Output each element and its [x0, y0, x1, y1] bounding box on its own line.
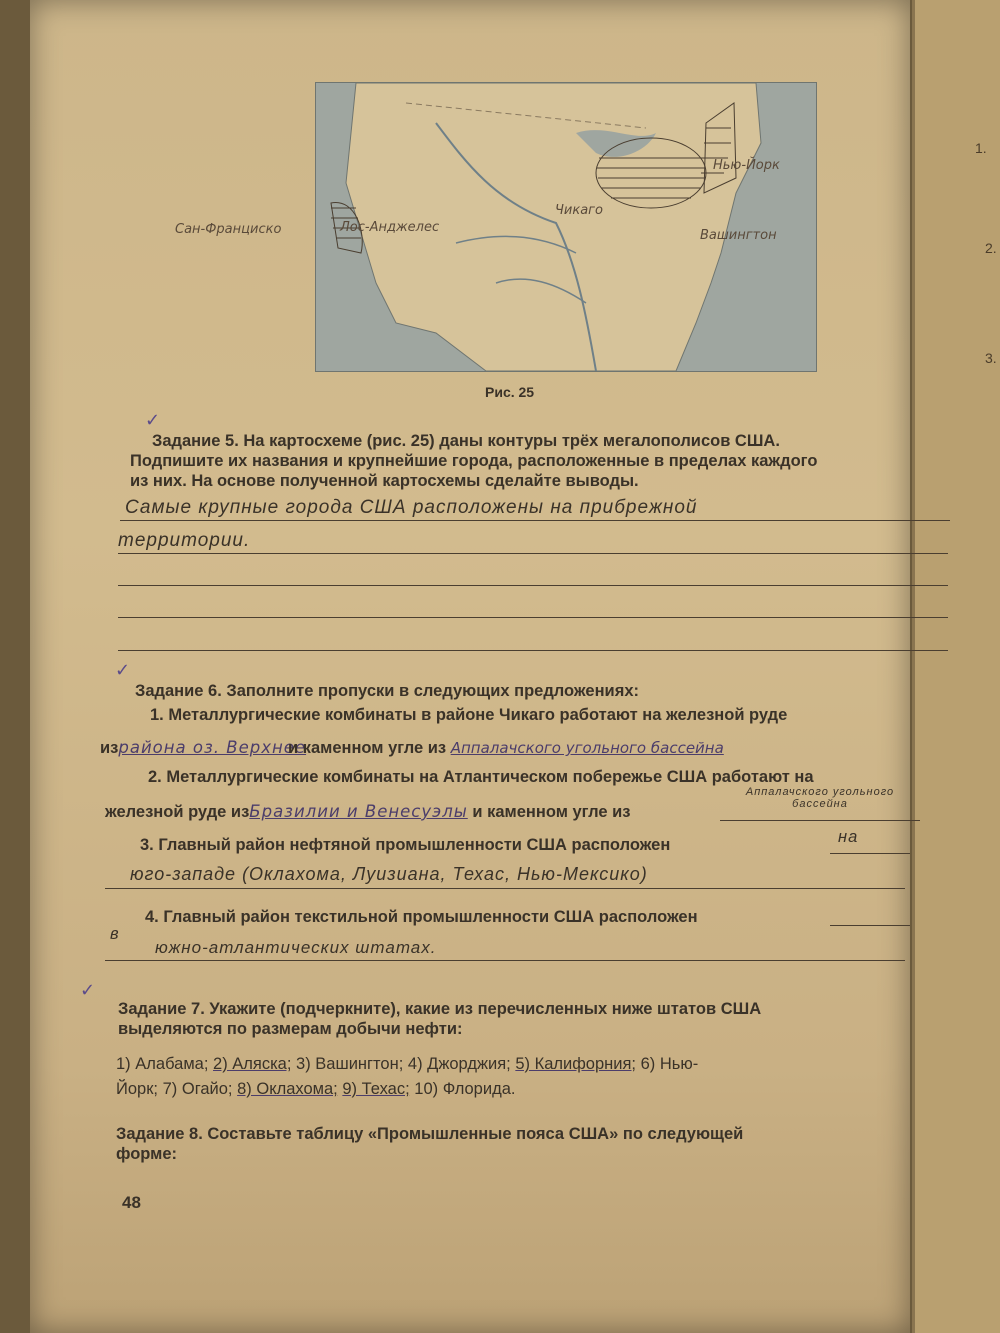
map-label-chicago: Чикаго	[555, 203, 603, 218]
task5-line2: Подпишите их названия и крупнейшие города, расположенные в пределах каждого	[130, 452, 818, 470]
task5-line1	[152, 432, 780, 451]
answer-line	[118, 650, 948, 651]
task5-answer-line1: Самые крупные города США расположены на прибрежной	[125, 497, 698, 518]
state-item: Йорк;	[116, 1080, 159, 1098]
adjacent-page	[912, 0, 1000, 1333]
task6-intro: Заполните пропуски в следующих предложениях:	[226, 682, 639, 700]
workbook-page	[30, 0, 910, 1333]
task6-item2-line1: 2. Металлургические комбинаты на Атлантическом побережье США работают на	[148, 768, 814, 786]
handwritten-answer: Бразилии и Венесуэлы	[249, 802, 468, 821]
state-item-underlined: 9) Техас;	[342, 1080, 410, 1098]
state-item-underlined: 2) Аляска;	[213, 1055, 292, 1073]
handwritten-answer: южно-атлантических штатах.	[155, 938, 437, 957]
task7-states-line2	[116, 1080, 515, 1099]
task6-heading	[135, 682, 639, 701]
text: Укажите (подчеркните), какие из перечисленных ниже штатов США	[209, 1000, 762, 1018]
figure-caption: Рис. 25	[485, 384, 535, 400]
answer-line	[118, 617, 948, 618]
state-item: 7) Огайо;	[162, 1080, 233, 1098]
right-page-mark: 1.	[975, 140, 987, 156]
task6-item2-line2	[105, 802, 631, 822]
text: Составьте таблицу «Промышленные пояса США» по следующей	[207, 1125, 744, 1143]
task5-answer-line2: территории.	[118, 530, 251, 551]
text: из	[100, 739, 119, 757]
handwritten-answer: в	[110, 925, 120, 943]
page-number: 48	[122, 1193, 141, 1212]
answer-line	[118, 585, 948, 586]
task7-line2: выделяются по размерам добычи нефти:	[118, 1020, 463, 1038]
task7-title: Задание 7.	[118, 1000, 205, 1018]
answer-line	[105, 888, 905, 889]
handwritten-answer: на	[838, 828, 859, 846]
check-mark: ✓	[80, 980, 96, 1001]
task7-states-line1	[116, 1055, 698, 1074]
handwritten-answer: района оз. Верхнее	[118, 738, 307, 757]
task6-item4-line1: 4. Главный район текстильной промышленности США расположен	[145, 908, 698, 926]
state-item: 1) Алабама;	[116, 1055, 209, 1073]
task6-title: Задание 6.	[135, 682, 222, 700]
state-item: 10) Флорида.	[414, 1080, 516, 1098]
right-page-mark: 3.	[985, 350, 997, 366]
task6-item3-line1: 3. Главный район нефтяной промышленности США расположен	[140, 836, 671, 854]
map-label-san-francisco: Сан-Франциско	[175, 222, 282, 237]
state-item-underlined: 8) Оклахома;	[237, 1080, 338, 1098]
task7-line1	[118, 1000, 761, 1019]
task6-item1-line1: 1. Металлургические комбинаты в районе Чикаго работают на железной руде	[150, 706, 788, 724]
handwritten-answer: Аппалачского угольного бассейна	[450, 739, 724, 757]
task5-line3: из них. На основе полученной картосхемы сделайте выводы.	[130, 472, 639, 490]
answer-line	[830, 853, 910, 854]
answer-line	[120, 520, 950, 521]
answer-line	[118, 553, 948, 554]
answer-line	[720, 820, 920, 821]
state-item: 4) Джорджия;	[407, 1055, 511, 1073]
task8-line1	[116, 1125, 743, 1144]
check-mark: ✓	[145, 410, 161, 431]
answer-line	[830, 925, 910, 926]
state-item: 6) Нью-	[640, 1055, 699, 1073]
task5-text: На картосхеме (рис. 25) даны контуры трёх мегалополисов США.	[243, 432, 780, 450]
answer-line	[105, 960, 905, 961]
text: и каменном угле из	[472, 803, 631, 821]
state-item: 3) Вашингтон;	[296, 1055, 404, 1073]
task8-line2: форме:	[116, 1145, 178, 1163]
task6-item1-line2	[100, 738, 724, 758]
handwritten-answer: юго-западе (Оклахома, Луизиана, Техас, Нью-Мексико)	[130, 864, 648, 884]
task8-title: Задание 8.	[116, 1125, 203, 1143]
text: железной руде из	[105, 803, 250, 821]
right-page-mark: 2.	[985, 240, 997, 256]
text: и каменном угле из	[287, 739, 447, 757]
handwritten-answer: Аппалачского угольного бассейна	[745, 786, 895, 810]
map-label-washington: Вашингтон	[700, 228, 777, 243]
check-mark: ✓	[115, 660, 131, 681]
map-label-new-york: Нью-Йорк	[713, 158, 780, 173]
task5-title: Задание 5.	[152, 432, 239, 450]
state-item-underlined: 5) Калифорния;	[515, 1055, 637, 1073]
map-label-los-angeles: Лос-Анджелес	[340, 220, 440, 235]
